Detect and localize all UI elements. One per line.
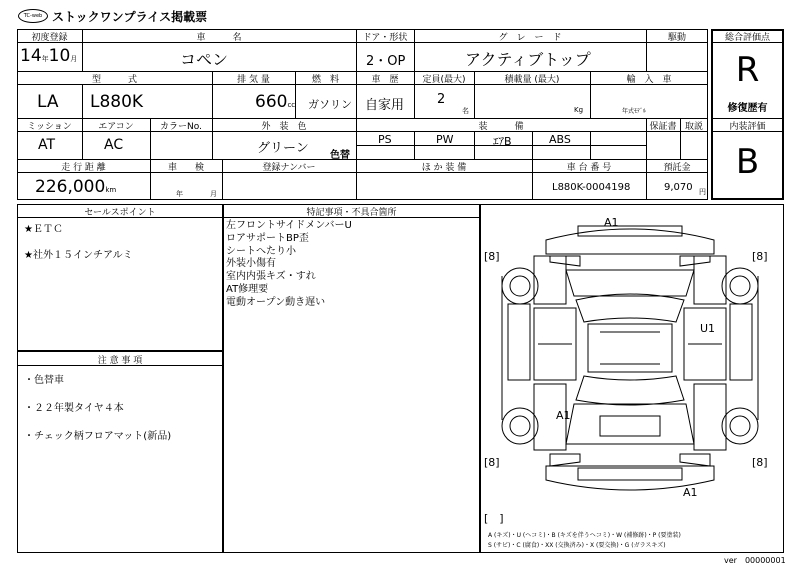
inspection-year-unit: 年: [176, 190, 183, 198]
chassis-number: L880K-0004198: [552, 182, 631, 193]
tire-tread-rear-left: [8]: [484, 456, 500, 469]
grade-name: アクティブトップ: [465, 50, 591, 69]
list-item: ・色替車: [24, 375, 64, 386]
label-manual: 取説: [684, 122, 703, 132]
list-item: ★社外１５インチアルミ: [24, 250, 133, 261]
deposit-value: 9,070: [664, 182, 693, 193]
list-item: ★ＥＴＣ: [24, 224, 63, 235]
displacement-unit: cc: [287, 101, 296, 109]
label-import: 輸 入 車: [626, 75, 672, 85]
overall-grade: R: [735, 50, 760, 90]
interior-grade: B: [735, 142, 760, 182]
list-item: 左フロントサイドメンバーU: [226, 220, 352, 231]
overall-grade-note: 修復歴有: [727, 103, 768, 114]
import-year-label: 年式ﾓﾃﾞﾙ: [622, 108, 647, 115]
label-displacement: 排 気 量: [237, 75, 270, 85]
mission-value: AT: [38, 137, 56, 153]
list-item: 電動オープン動き遅い: [226, 296, 326, 308]
model-code: L880K: [90, 92, 144, 112]
equip-ps: PS: [378, 133, 392, 146]
load-unit: Kg: [574, 106, 584, 114]
label-deposit: 預託金: [663, 163, 691, 173]
deposit-unit: 円: [699, 188, 706, 196]
version-label: ver 00000001: [724, 556, 786, 565]
spare-tire-bracket: [ ]: [484, 512, 504, 525]
displacement: [255, 92, 295, 112]
logo: TC-web: [18, 9, 48, 23]
label-other-equip: ほ か 装 備: [421, 163, 467, 173]
label-color-no: カラーNo.: [160, 122, 202, 132]
tire-tread-front-right: [8]: [752, 250, 768, 263]
label-plate: 登録ナンバー: [262, 163, 316, 173]
model-prefix: LA: [37, 92, 59, 112]
displacement-value: 660: [255, 92, 288, 112]
list-item: ・２２年製タイヤ４本: [24, 403, 124, 414]
first-reg-month-unit: 月: [70, 55, 78, 63]
label-overall-grade: 総合評価点: [724, 33, 770, 43]
label-load: 積載量 (最大): [504, 75, 560, 85]
label-car-name: 車 名: [196, 33, 242, 43]
door-shape: 2・OP: [366, 54, 406, 69]
repaint-mark: 色替: [330, 150, 350, 161]
label-equipment: 装 備: [478, 122, 524, 132]
list-item: 室内内張キズ・すれ: [226, 271, 316, 283]
exterior-color: グリーン: [257, 141, 309, 156]
label-interior-eval: 内装評価: [729, 122, 766, 132]
notes-title: 注 意 事 項: [97, 356, 143, 366]
equip-pw: PW: [436, 133, 454, 146]
notes-list: [24, 374, 171, 444]
label-chassis: 車 台 番 号: [566, 163, 612, 173]
main-form: [17, 29, 708, 200]
label-model: 型 式: [91, 75, 137, 85]
list-item: シートへたり小: [226, 245, 296, 257]
list-item: ・チェック柄フロアマット(新品): [24, 431, 172, 442]
label-inspection: 車 検: [167, 163, 204, 173]
first-reg-date: [20, 46, 77, 66]
list-item: 外装小傷有: [226, 258, 276, 270]
tire-tread-front-left: [8]: [484, 250, 500, 263]
history-value: 自家用: [365, 98, 405, 113]
damage-mark-right: U1: [700, 322, 716, 335]
legend-line-2: S (サビ)・C (腐食)・XX (交換済み)・X (要交換)・G (ガラスキズ): [488, 542, 666, 549]
sales-points-title: セールスポイント: [84, 208, 156, 218]
sales-points-list: [24, 223, 133, 262]
damage-mark-front: A1: [604, 216, 619, 229]
page-title: ストックワンプライス掲載票: [52, 10, 208, 24]
label-fuel: 燃 料: [311, 75, 339, 85]
mileage: [35, 177, 116, 197]
inspection-month-unit: 月: [210, 190, 217, 198]
first-reg-month: 10: [48, 46, 71, 66]
car-diagram: [480, 204, 784, 553]
aircon-value: AC: [104, 137, 124, 153]
label-grade: グ レ ー ド: [498, 33, 562, 43]
capacity-value: 2: [437, 92, 446, 107]
mileage-unit: km: [105, 186, 117, 194]
label-exterior: 外 装 色: [261, 122, 307, 132]
damage-mark-left: A1: [556, 409, 571, 422]
label-history: 車 歴: [371, 75, 399, 85]
list-item: ロアサポートBP歪: [226, 232, 309, 244]
label-mileage: 走 行 距 離: [61, 163, 106, 173]
label-drive: 駆動: [667, 33, 686, 43]
capacity-unit: 名: [462, 107, 469, 115]
damage-mark-rear: A1: [683, 486, 698, 499]
label-aircon: エアコン: [98, 122, 134, 132]
remarks-list: [226, 220, 352, 310]
label-warranty: 保証書: [649, 122, 677, 132]
car-name: コペン: [180, 50, 229, 69]
fuel-value: ガソリン: [308, 98, 352, 111]
first-reg-year: 14: [20, 46, 42, 66]
mileage-value: 226,000: [35, 177, 106, 197]
label-first-reg: 初度登録: [31, 33, 68, 43]
remarks-title: 特記事項・不具合箇所: [306, 208, 397, 218]
label-door: ドア・形状: [362, 33, 408, 43]
first-reg-year-unit: 年: [41, 55, 49, 63]
equip-airbag: ｴｱB: [493, 135, 512, 148]
label-capacity: 定員(最大): [422, 75, 466, 85]
list-item: AT修理要: [226, 283, 269, 295]
tire-tread-rear-right: [8]: [752, 456, 768, 469]
equip-abs: ABS: [549, 133, 571, 146]
label-mission: ミッション: [27, 122, 72, 132]
legend-line-1: A (キズ)・U (ヘコミ)・B (キズを伴うヘコミ)・W (補修跡)・P (要塗装): [488, 532, 681, 539]
